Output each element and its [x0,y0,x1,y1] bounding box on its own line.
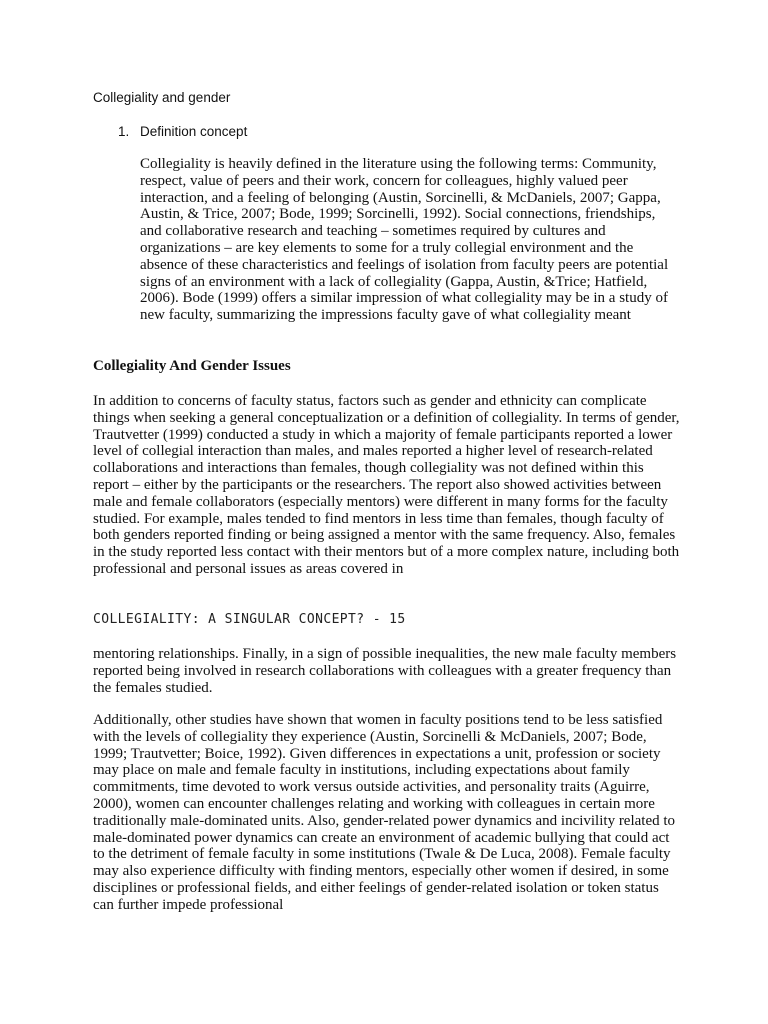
running-head: COLLEGIALITY: A SINGULAR CONCEPT? - 15 [93,612,406,627]
list-item-label: Definition concept [140,124,248,139]
definition-paragraph: Collegiality is heavily defined in the literature using the following terms: Community, respect, value of peers and their work, concern for colleagues, highly valued peer interaction, and a feeling of belonging (Austin, Sorcinelli, & McDaniels, 2007; Gappa, Austin, & Trice, 2007; Bode, 1999; Sorcinelli, 1992). Social connections, friendships, and collaborative research and teaching – sometimes required by cultures and organizations – are key elements to some for a truly collegial environment and the absence of these characteristics and feelings of isolation from faculty peers are potential signs of an environment with a lack of collegiality (Gappa, Austin, &Trice; Hatfield, 2006). Bode (1999) offers a similar impression of what collegiality may be in a study of new faculty, summarizing the impressions faculty gave of what collegiality meant [140,156,669,324]
list-item-definition [118,124,247,139]
list-item-number: 1. [118,124,130,139]
body-paragraph: Additionally, other studies have shown that women in faculty positions tend to be less satisfied with the levels of collegiality they experience (Austin, Sorcinelli & McDaniels, 2007; Bode, 1999; Trautvetter; Boice, 1992). Given differences in expectations a unit, profession or society may place on male and female faculty in institutions, including expectations about family commitments, time devoted to work versus outside activities, and personality traits (Aguirre, 2000), women can encounter challenges relating and working with colleagues in certain more traditionally male-dominated units. Also, gender-related power dynamics and incivility related to male-dominated power dynamics can create an environment of academic bullying that could act to the detriment of female faculty in some institutions (Twale & De Luca, 2008). Female faculty may also experience difficulty with finding mentors, especially other women if desired, in some disciplines or professional fields, and either feelings of gender-related isolation or token status can further impede professional [93,712,676,913]
section-heading: Collegiality And Gender Issues [93,358,291,374]
document-title: Collegiality and gender [93,90,231,105]
body-paragraph: mentoring relationships. Finally, in a sign of possible inequalities, the new male faculty members reported being involved in research collaborations with colleagues with a greater frequency than the females studied. [93,646,677,696]
body-paragraph: In addition to concerns of faculty status, factors such as gender and ethnicity can complicate things when seeking a general conceptualization or a definition of collegiality. In terms of gender, Trautvetter (1999) conducted a study in which a majority of female participants reported a lower level of collegial interaction than males, and males reported a higher level of research-related collaborations and interactions than females, though collegiality was not defined within this report – either by the participants or the researchers. The report also showed activities between male and female collaborators (especially mentors) were different in many forms for the faculty studied. For example, males tended to find mentors in less time than females, though faculty of both genders reported finding or being assigned a mentor with the same frequency. Also, females in the study reported less contact with their mentors but of a more complex nature, including both professional and personal issues as areas covered in [93,393,680,577]
